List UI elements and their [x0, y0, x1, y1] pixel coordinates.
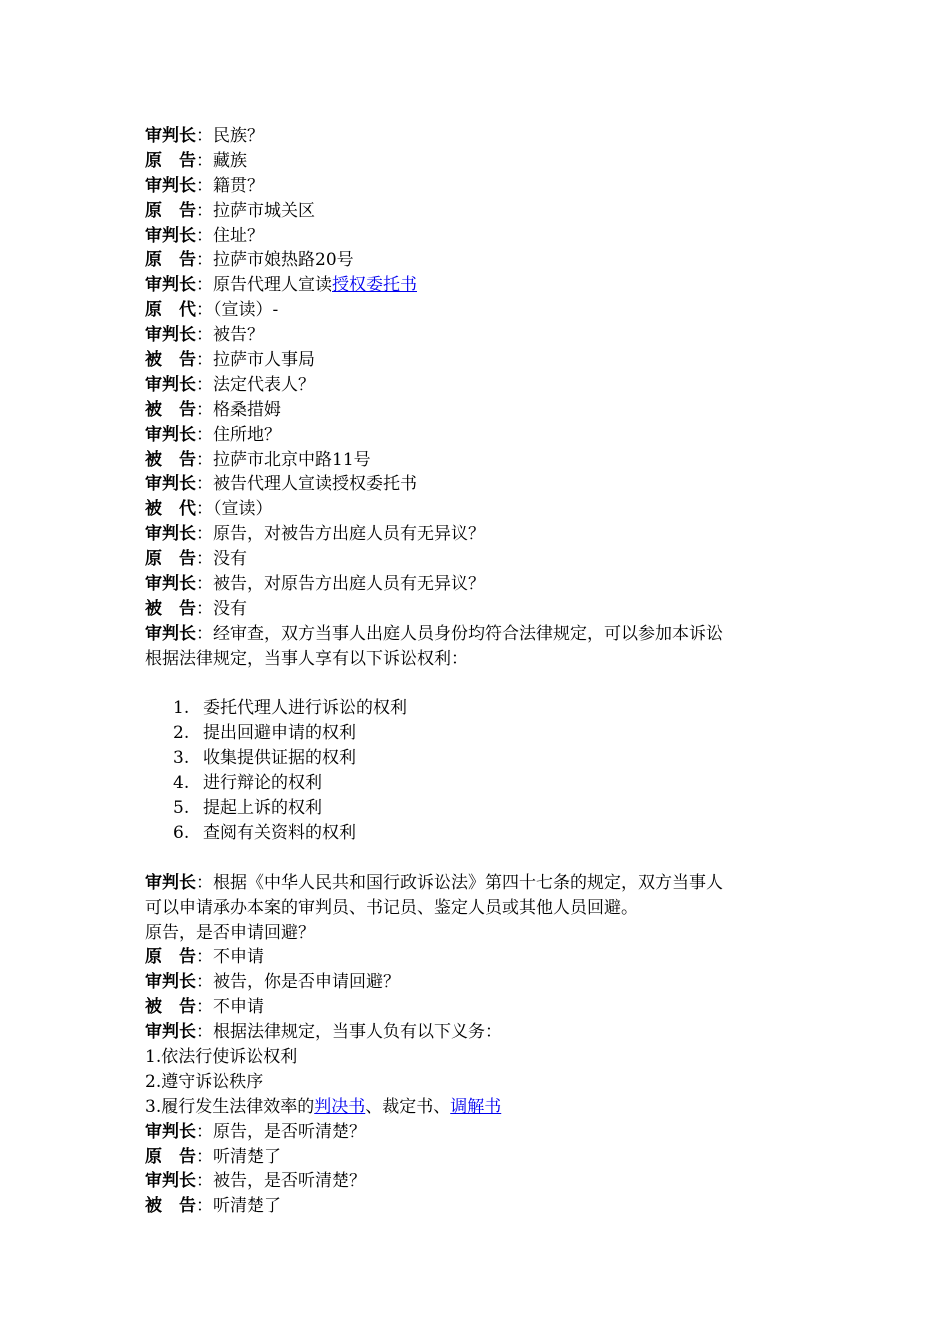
speaker-defendant: 被 告	[145, 399, 196, 420]
dialogue-text: （宣读）	[213, 499, 273, 520]
dialogue-block-1	[145, 124, 825, 273]
colon: ：	[196, 175, 213, 196]
review-line	[145, 622, 825, 647]
colon: ：	[196, 574, 213, 595]
list-number: 5.	[173, 798, 190, 819]
speaker-plaintiff: 原 告	[145, 200, 196, 221]
recusal-line-3: 原告，是否申请回避？	[145, 922, 315, 943]
colon: ：	[196, 374, 213, 395]
dialogue-line	[145, 572, 825, 597]
colon: ：	[196, 1022, 213, 1043]
spacer	[145, 846, 825, 871]
speaker-judge: 审判长	[145, 175, 196, 196]
colon: ：	[196, 250, 213, 271]
duty-3-mid: 、裁定书、	[365, 1096, 451, 1117]
dialogue-line	[145, 149, 825, 174]
power-of-attorney-link[interactable]: 授权委托书	[332, 275, 417, 296]
list-number: 4.	[173, 773, 190, 794]
colon: ：	[196, 399, 213, 420]
dialogue-line	[145, 970, 825, 995]
colon: ：	[196, 474, 213, 495]
list-text: 进行辩论的权利	[203, 773, 322, 794]
dialogue-text: 民族？	[213, 126, 264, 146]
dialogue-text: 被告，是否听清楚？	[213, 1171, 366, 1192]
dialogue-text: 籍贯？	[213, 175, 264, 196]
dialogue-line	[145, 199, 825, 224]
dialogue-line	[145, 1169, 825, 1194]
colon: ：	[196, 623, 213, 644]
dialogue-line	[145, 497, 825, 522]
dialogue-line	[145, 373, 825, 398]
recusal-line	[145, 871, 825, 896]
speaker-plaintiff: 原 告	[145, 549, 196, 570]
colon: ：	[196, 325, 213, 346]
speaker-judge: 审判长	[145, 325, 196, 346]
colon: ：	[196, 350, 213, 371]
list-text: 提出回避申请的权利	[203, 723, 356, 744]
colon: ：	[196, 1146, 213, 1167]
speaker-defendant: 被 告	[145, 449, 196, 470]
recusal-line-2: 可以申请承办本案的审判员、书记员、鉴定人员或其他人员回避。	[145, 897, 638, 918]
dialogue-line	[145, 323, 825, 348]
dialogue-line	[145, 1120, 825, 1145]
dialogue-line	[145, 224, 825, 249]
speaker-judge: 审判长	[145, 1022, 196, 1043]
dialogue-line	[145, 472, 825, 497]
dialogue-line	[145, 995, 825, 1020]
dialogue-line	[145, 398, 825, 423]
dialogue-text: 原告，对被告方出庭人员有无异议？	[213, 524, 485, 545]
colon: ：	[196, 524, 213, 545]
dialogue-text: 法定代表人？	[213, 374, 315, 395]
dialogue-line	[145, 448, 825, 473]
dialogue-text: 住所地？	[213, 424, 281, 445]
dialogue-line	[145, 1020, 825, 1045]
speaker-judge: 审判长	[145, 623, 196, 644]
dialogue-text: 住址？	[213, 225, 264, 246]
speaker-plaintiff: 原 告	[145, 250, 196, 271]
colon: ：	[196, 275, 213, 296]
dialogue-line	[145, 945, 825, 970]
speaker-judge: 审判长	[145, 872, 196, 893]
colon: ：	[196, 872, 213, 893]
dialogue-text: 听清楚了	[213, 1146, 281, 1167]
duty-3-text: 3.履行发生法律效率的	[145, 1096, 315, 1117]
list-text: 委托代理人进行诉讼的权利	[203, 698, 407, 719]
speaker-defendant: 被 告	[145, 1196, 196, 1217]
list-text: 查阅有关资料的权利	[203, 822, 356, 843]
colon: ：	[196, 549, 213, 570]
dialogue-text: 藏族	[213, 150, 247, 171]
speaker-plaintiff: 原 告	[145, 1146, 196, 1167]
dialogue-line	[145, 248, 825, 273]
dialogue-text: 拉萨市娘热路20号	[213, 250, 354, 271]
colon: ：	[196, 200, 213, 221]
speaker-judge: 审判长	[145, 225, 196, 246]
list-text: 提起上诉的权利	[203, 798, 322, 819]
dialogue-text: 拉萨市人事局	[213, 350, 315, 371]
list-number: 2.	[173, 723, 190, 744]
dialogue-text: 被告，对原告方出庭人员有无异议？	[213, 574, 485, 595]
speaker-judge: 审判长	[145, 126, 196, 146]
dialogue-line	[145, 423, 825, 448]
dialogue-line	[145, 124, 825, 149]
rights-list-item	[145, 696, 825, 721]
spacer	[145, 672, 825, 697]
dialogue-line	[145, 597, 825, 622]
speaker-judge: 审判长	[145, 1171, 196, 1192]
list-number: 1.	[173, 698, 190, 719]
dialogue-text: （宣读）-	[213, 300, 279, 321]
dialogue-block-4	[145, 1120, 825, 1220]
review-line-2: 根据法律规定，当事人享有以下诉讼权利：	[145, 648, 468, 669]
dialogue-block-2	[145, 298, 825, 622]
colon: ：	[196, 997, 213, 1018]
dialogue-text: 不申请	[213, 947, 264, 968]
review-text-1: 经审查，双方当事人出庭人员身份均符合法律规定，可以参加本诉讼	[213, 623, 723, 644]
rights-list-item	[145, 821, 825, 846]
dialogue-line-poa	[145, 273, 825, 298]
speaker-plaintiff: 原 告	[145, 150, 196, 171]
colon: ：	[196, 1171, 213, 1192]
speaker-plaintiff: 原 告	[145, 947, 196, 968]
dialogue-text: 不申请	[213, 997, 264, 1018]
dialogue-text: 被告代理人宣读授权委托书	[213, 474, 417, 495]
speaker-judge: 审判长	[145, 275, 196, 296]
dialogue-line	[145, 174, 825, 199]
colon: ：	[196, 424, 213, 445]
speaker-judge: 审判长	[145, 574, 196, 595]
colon: ：	[196, 1196, 213, 1217]
dialogue-text: 根据法律规定，当事人负有以下义务：	[213, 1022, 502, 1043]
speaker-defendant-agent: 被 代	[145, 499, 196, 520]
rights-list-item	[145, 796, 825, 821]
dialogue-line	[145, 298, 825, 323]
recusal-text-1: 根据《中华人民共和国行政诉讼法》第四十七条的规定，双方当事人	[213, 872, 723, 893]
colon: ：	[196, 972, 213, 993]
speaker-judge: 审判长	[145, 474, 196, 495]
court-transcript	[145, 124, 825, 1219]
rights-list	[145, 696, 825, 845]
speaker-defendant: 被 告	[145, 350, 196, 371]
dialogue-text: 被告，你是否申请回避？	[213, 972, 400, 993]
mediation-link[interactable]: 调解书	[450, 1096, 502, 1117]
colon: ：	[196, 1121, 213, 1142]
colon: ：	[196, 598, 213, 619]
dialogue-text: 拉萨市北京中路11号	[213, 449, 371, 470]
dialogue-line	[145, 348, 825, 373]
colon: ：	[196, 947, 213, 968]
speaker-judge: 审判长	[145, 374, 196, 395]
dialogue-text: 格桑措姆	[213, 399, 281, 420]
colon: ：	[196, 126, 213, 146]
dialogue-line	[145, 1145, 825, 1170]
speaker-defendant: 被 告	[145, 997, 196, 1018]
speaker-plaintiff-agent: 原 代	[145, 300, 196, 321]
speaker-defendant: 被 告	[145, 598, 196, 619]
dialogue-text: 原告，是否听清楚？	[213, 1121, 366, 1142]
rights-list-item	[145, 746, 825, 771]
colon: ：	[196, 499, 213, 520]
dialogue-text: 没有	[213, 549, 247, 570]
list-number: 6.	[173, 822, 190, 843]
judgment-link[interactable]: 判决书	[314, 1096, 366, 1117]
speaker-judge: 审判长	[145, 1121, 196, 1142]
list-number: 3.	[173, 748, 190, 769]
dialogue-text: 被告？	[213, 325, 264, 346]
speaker-judge: 审判长	[145, 424, 196, 445]
list-text: 收集提供证据的权利	[203, 748, 356, 769]
dialogue-line	[145, 1194, 825, 1219]
dialogue-line	[145, 522, 825, 547]
colon: ：	[196, 300, 213, 321]
dialogue-block-3	[145, 945, 825, 1045]
dialogue-text: 拉萨市城关区	[213, 200, 315, 221]
rights-list-item	[145, 771, 825, 796]
speaker-judge: 审判长	[145, 972, 196, 993]
colon: ：	[196, 449, 213, 470]
dialogue-text: 原告代理人宣读	[213, 275, 332, 296]
speaker-judge: 审判长	[145, 524, 196, 545]
duty-1: 1.依法行使诉讼权利	[145, 1046, 298, 1067]
colon: ：	[196, 225, 213, 246]
dialogue-text: 没有	[213, 598, 247, 619]
colon: ：	[196, 150, 213, 171]
duty-2: 2.遵守诉讼秩序	[145, 1071, 264, 1092]
dialogue-line	[145, 547, 825, 572]
duty-3	[145, 1095, 825, 1120]
rights-list-item	[145, 721, 825, 746]
dialogue-text: 听清楚了	[213, 1196, 281, 1217]
